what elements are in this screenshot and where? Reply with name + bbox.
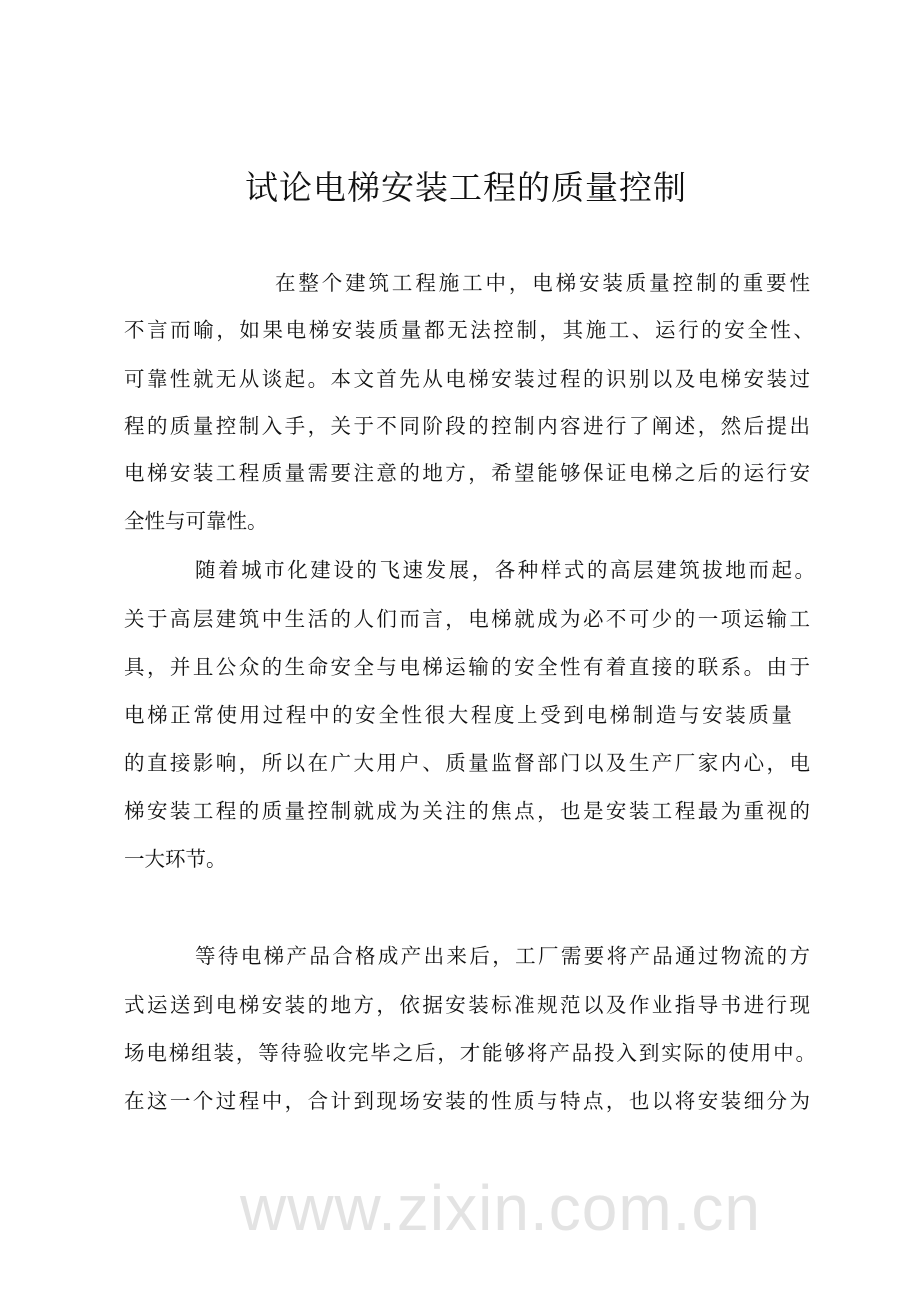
text-line: 式运送到电梯安装的地方，依据安装标准规范以及作业指导书进行现	[124, 993, 810, 1017]
text-line: 在这一个过程中，合计到现场安装的性质与特点，也以将安装细分为	[124, 1089, 810, 1113]
text-line: 等待电梯产品合格成产出来后，工厂需要将产品通过物流的方	[195, 944, 810, 968]
text-line: 随着城市化建设的飞速发展，各种样式的高层建筑拔地而起。	[195, 558, 815, 582]
text-line: 全性与可靠性。	[124, 509, 268, 533]
text-line: 电梯安装工程质量需要注意的地方，希望能够保证电梯之后的运行安	[124, 461, 810, 485]
document-title: 试论电梯安装工程的质量控制	[245, 168, 687, 207]
text-line: 具，并且公众的生命安全与电梯运输的安全性有着直接的联系。由于	[124, 655, 810, 679]
text-line: 的直接影响，所以在广大用户、质量监督部门以及生产厂家内心，电	[124, 751, 810, 775]
text-line: 可靠性就无从谈起。本文首先从电梯安装过程的识别以及电梯安装过	[124, 367, 810, 391]
text-line: 在整个建筑工程施工中，电梯安装质量控制的重要性	[275, 271, 810, 295]
text-line: 场电梯组装，等待验收完毕之后，才能够将产品投入到实际的使用中。	[124, 1041, 816, 1065]
text-line: 一大环节。	[124, 847, 227, 871]
text-line: 程的质量控制入手，关于不同阶段的控制内容进行了阐述，然后提出	[124, 414, 810, 438]
text-line: 关于高层建筑中生活的人们而言，电梯就成为必不可少的一项运输工	[124, 607, 810, 631]
text-line: 不言而喻，如果电梯安装质量都无法控制，其施工、运行的安全性、	[124, 318, 814, 342]
text-line: 梯安装工程的质量控制就成为关注的焦点，也是安装工程最为重视的	[124, 799, 810, 823]
text-line: 电梯正常使用过程中的安全性很大程度上受到电梯制造与安装质量	[124, 703, 792, 727]
watermark: www.zixin.com.cn	[240, 1172, 761, 1244]
